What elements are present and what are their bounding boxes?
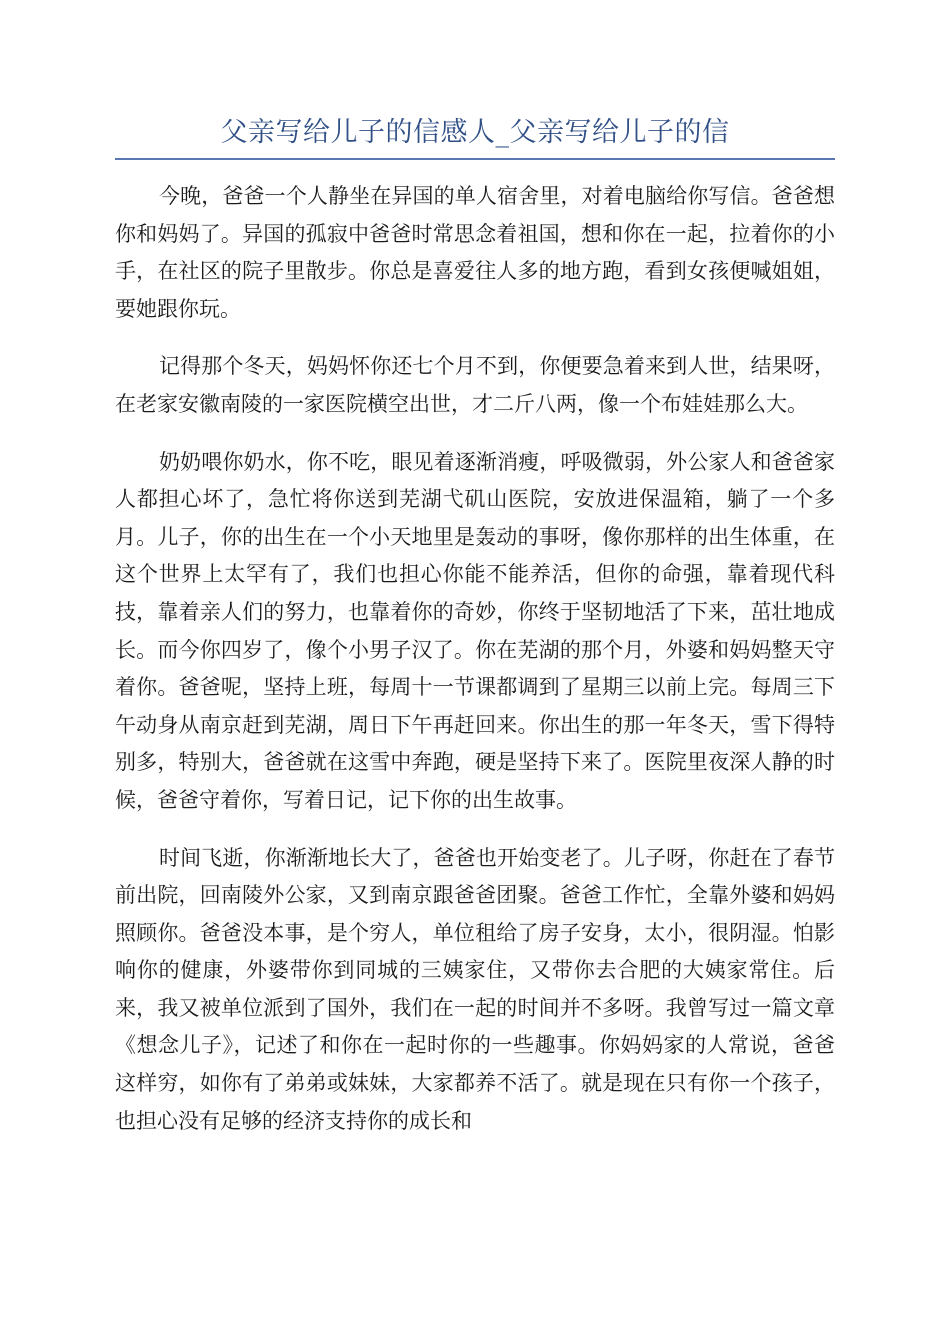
document-title: 父亲写给儿子的信感人_父亲写给儿子的信 — [220, 117, 730, 148]
paragraph: 时间飞逝，你渐渐地长大了，爸爸也开始变老了。儿子呀，你赶在了春节前出院，回南陵外公家，又到南京跟爸爸团聚。爸爸工作忙，全靠外婆和妈妈照顾你。爸爸没本事，是个穷人，单位租给了房子安身，太小，很阴湿。怕影响你的健康，外婆带你到同城的三姨家住，又带你去合肥的大姨家常住。后来，我又被单位派到了国外，我们在一起的时间并不多呀。我曾写过一篇文章《想念儿子》，记述了和你在一起时你的一些趣事。你妈妈家的人常说，爸爸这样穷，如你有了弟弟或妹妹，大家都养不活了。就是现在只有你一个孩子，也担心没有足够的经济支持你的成长和 — [115, 845, 835, 1133]
paragraph: 记得那个冬天，妈妈怀你还七个月不到，你便要急着来到人世，结果呀，在老家安徽南陵的一家医院横空出世，才二斤八两，像一个布娃娃那么大。 — [115, 354, 835, 416]
paragraph: 今晚，爸爸一个人静坐在异国的单人宿舍里，对着电脑给你写信。爸爸想你和妈妈了。异国的孤寂中爸爸时常思念着祖国，想和你在一起，拉着你的小手，在社区的院子里散步。你总是喜爱往人多的地方跑，看到女孩便喊姐姐，要她跟你玩。 — [115, 184, 835, 321]
paragraph: 奶奶喂你奶水，你不吃，眼见着逐渐消瘦，呼吸微弱，外公家人和爸爸家人都担心坏了，急忙将你送到芜湖弋矶山医院，安放进保温箱，躺了一个多月。儿子，你的出生在一个小天地里是轰动的事呀，像你那样的出生体重，在这个世界上太罕有了，我们也担心你能不能养活，但你的命强，靠着现代科技，靠着亲人们的努力，也靠着你的奇妙，你终于坚韧地活了下来，茁壮地成长。而今你四岁了，像个小男子汉了。你在芜湖的那个月，外婆和妈妈整天守着你。爸爸呢，坚持上班，每周十一节课都调到了星期三以前上完。每周三下午动身从南京赶到芜湖，周日下午再赶回来。你出生的那一年冬天，雪下得特别多，特别大，爸爸就在这雪中奔跑，硬是坚持下来了。医院里夜深人静的时候，爸爸守着你，写着日记，记下你的出生故事。 — [115, 449, 835, 812]
document-body — [115, 178, 835, 1140]
document-page — [115, 108, 835, 1160]
title-underline — [115, 158, 835, 160]
